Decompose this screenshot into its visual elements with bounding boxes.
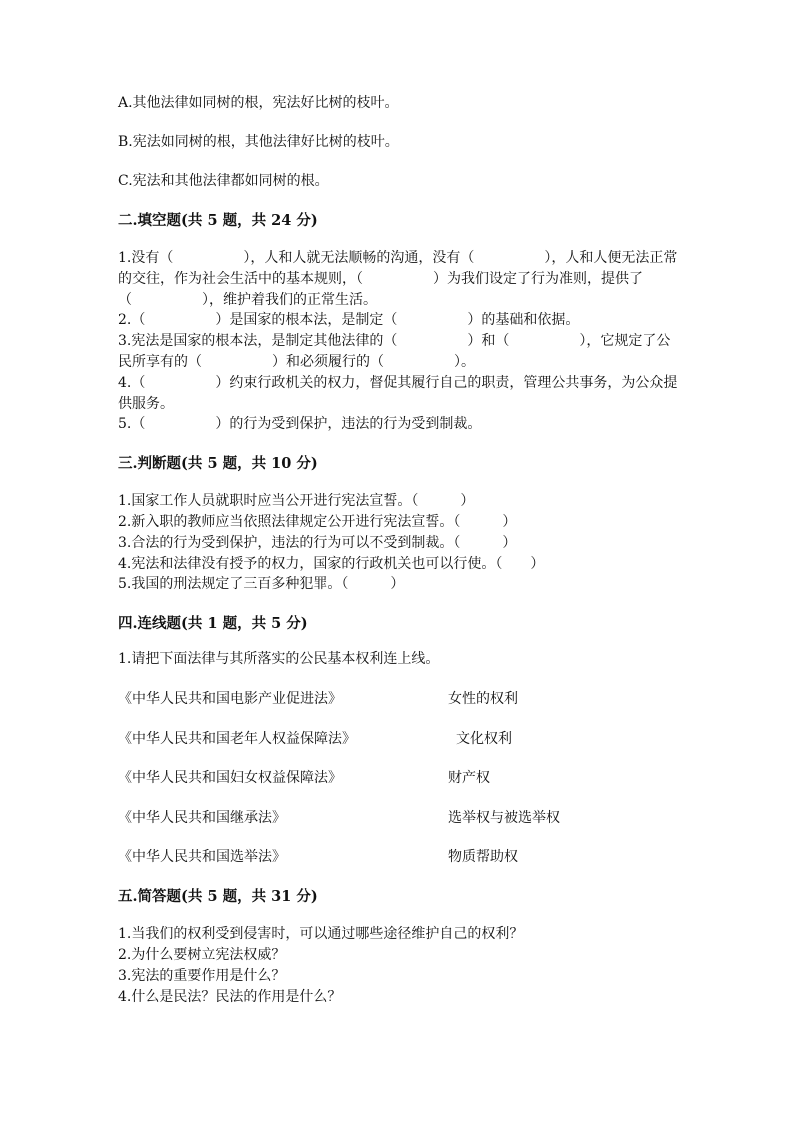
- question-item: 2.为什么要树立宪法权威？: [118, 946, 286, 963]
- matching-instruction: 1.请把下面法律与其所落实的公民基本权利连上线。: [118, 651, 440, 668]
- law-item: 《中华人民共和国妇女权益保障法》: [118, 770, 342, 787]
- option-c: C.宪法和其他法律都如同树的根。: [118, 173, 329, 189]
- matching-table: [118, 689, 678, 868]
- matching-row: [118, 729, 678, 750]
- question-item: 3.宪法的重要作用是什么？: [118, 967, 286, 984]
- section-title: 四.连线题(共 1 题，共 5 分): [118, 615, 308, 633]
- question-item: 4.什么是民法？民法的作用是什么？: [118, 988, 342, 1005]
- question-item: 3.合法的行为受到保护，违法的行为可以不受到制裁。（ ）: [118, 534, 517, 551]
- option-b: B.宪法如同树的根，其他法律好比树的枝叶。: [118, 134, 399, 150]
- right-item: 财产权: [448, 770, 490, 787]
- law-item: 《中华人民共和国选举法》: [118, 849, 286, 866]
- section-short-answer: [118, 886, 678, 1007]
- question-item: 2.（ ）是国家的根本法，是制定（ ）的基础和依据。: [118, 312, 580, 329]
- right-item: 女性的权利: [448, 691, 518, 708]
- question-item: 2.新入职的教师应当依照法律规定公开进行宪法宣誓。（ ）: [118, 513, 517, 530]
- section-title: 二.填空题(共 5 题，共 24 分): [118, 212, 318, 229]
- page-content: [118, 93, 678, 1007]
- previous-question-options: [118, 93, 678, 192]
- question-item: 4.宪法和法律没有授予的权力，国家的行政机关也可以行使。（ ）: [118, 555, 545, 572]
- matching-row: [118, 689, 678, 710]
- question-list: [118, 924, 678, 1007]
- section-title: 五.简答题(共 5 题，共 31 分): [118, 888, 318, 906]
- question-item: 1.国家工作人员就职时应当公开进行宪法宣誓。（ ）: [118, 493, 475, 510]
- question-list: [118, 248, 678, 435]
- matching-row: [118, 768, 678, 789]
- question-item: 1.当我们的权利受到侵害时，可以通过哪些途径维护自己的权利？: [118, 926, 524, 943]
- section-matching: [118, 613, 678, 868]
- section-fill-in-blank: [118, 210, 678, 435]
- question-item: 5.我国的刑法规定了三百多种犯罪。（ ）: [118, 576, 405, 593]
- matching-row: [118, 847, 678, 868]
- question-item: 3.宪法是国家的根本法，是制定其他法律的（ ）和（ ），它规定了公民所享有的（ ）和必须履行的（ ）。: [118, 333, 671, 370]
- question-list: [118, 491, 678, 595]
- matching-row: [118, 808, 678, 829]
- question-item: 1.没有（ ），人和人就无法顺畅的沟通，没有（ ），人和人便无法正常的交往，作为社会生活中的基本规则，（ ）为我们设定了行为准则，提供了（ ），维护着我们的正常生活。: [118, 250, 678, 308]
- law-item: 《中华人民共和国老年人权益保障法》: [118, 730, 356, 747]
- question-item: 4.（ ）约束行政机关的权力，督促其履行自己的职责，管理公共事务，为公众提供服务。: [118, 374, 678, 412]
- right-item: 选举权与被选举权: [448, 809, 560, 826]
- question-item: 5.（ ）的行为受到保护，违法的行为受到制裁。: [118, 416, 482, 433]
- section-title: 三.判断题(共 5 题，共 10 分): [118, 455, 318, 473]
- law-item: 《中华人民共和国继承法》: [118, 809, 286, 826]
- section-true-false: [118, 453, 678, 595]
- right-item: 文化权利: [456, 730, 512, 747]
- right-item: 物质帮助权: [448, 849, 518, 866]
- law-item: 《中华人民共和国电影产业促进法》: [118, 691, 342, 708]
- option-a: A.其他法律如同树的根，宪法好比树的枝叶。: [118, 95, 399, 111]
